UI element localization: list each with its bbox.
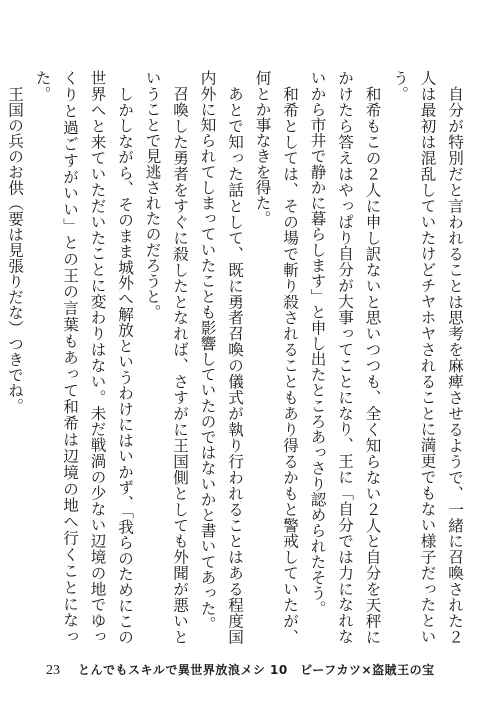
paragraph-7: 王国の兵のお供（要は見張りだな）つきでね。 [6,85,24,414]
vertical-body-text [6,70,468,644]
paragraph-4: あとで知った話として、既に勇者召喚の儀式が執り行われることはある程度国内外に知られてしまっていたことも影響していたのではないかと書いてあった。 [198,70,244,644]
page-footer [46,661,435,681]
paragraph-2: 和希もこの２人に申し訳ないと思いつつも、全く知らない２人と自分を天秤にかけたら答えはやっぱり自分が大事ってことになり、王に「自分では力になれないから市井で静かに暮らします」と申し出たところあっさり認められたそう。 [308,70,382,644]
page-number: 23 [46,663,60,678]
running-title: とんでもスキルで異世界放浪メシ 10 ビーフカツ×盗賊王の宝 [78,663,435,677]
paragraph-8 [0,70,1,644]
paragraph-5: 召喚した勇者をすぐに殺したとなれば、さすがに王国側としても外聞が悪いということで見逃されたのだろうと。 [143,70,189,644]
paragraph-6: しかしながら、そのまま城外へ解放というわけにはいかず、「我らのためにこの世界へと来ていただいたことに変わりはない。未だ戦渦の少ない辺境の地でゆっくりと過ごすがいい」との王の言葉もあって和希は辺境の地へ行くことになった。 [33,70,134,644]
paragraph-3: 和希としては、その場で斬り殺されることもあり得るかもと警戒していたが、何とか事なきを得た。 [253,70,299,644]
paragraph-1: 自分が特別だと言われることは思考を麻痺させるようで、一緒に召喚された２人は最初は混乱していたけどチヤホヤされることに満更でもない様子だったという。 [391,70,464,644]
